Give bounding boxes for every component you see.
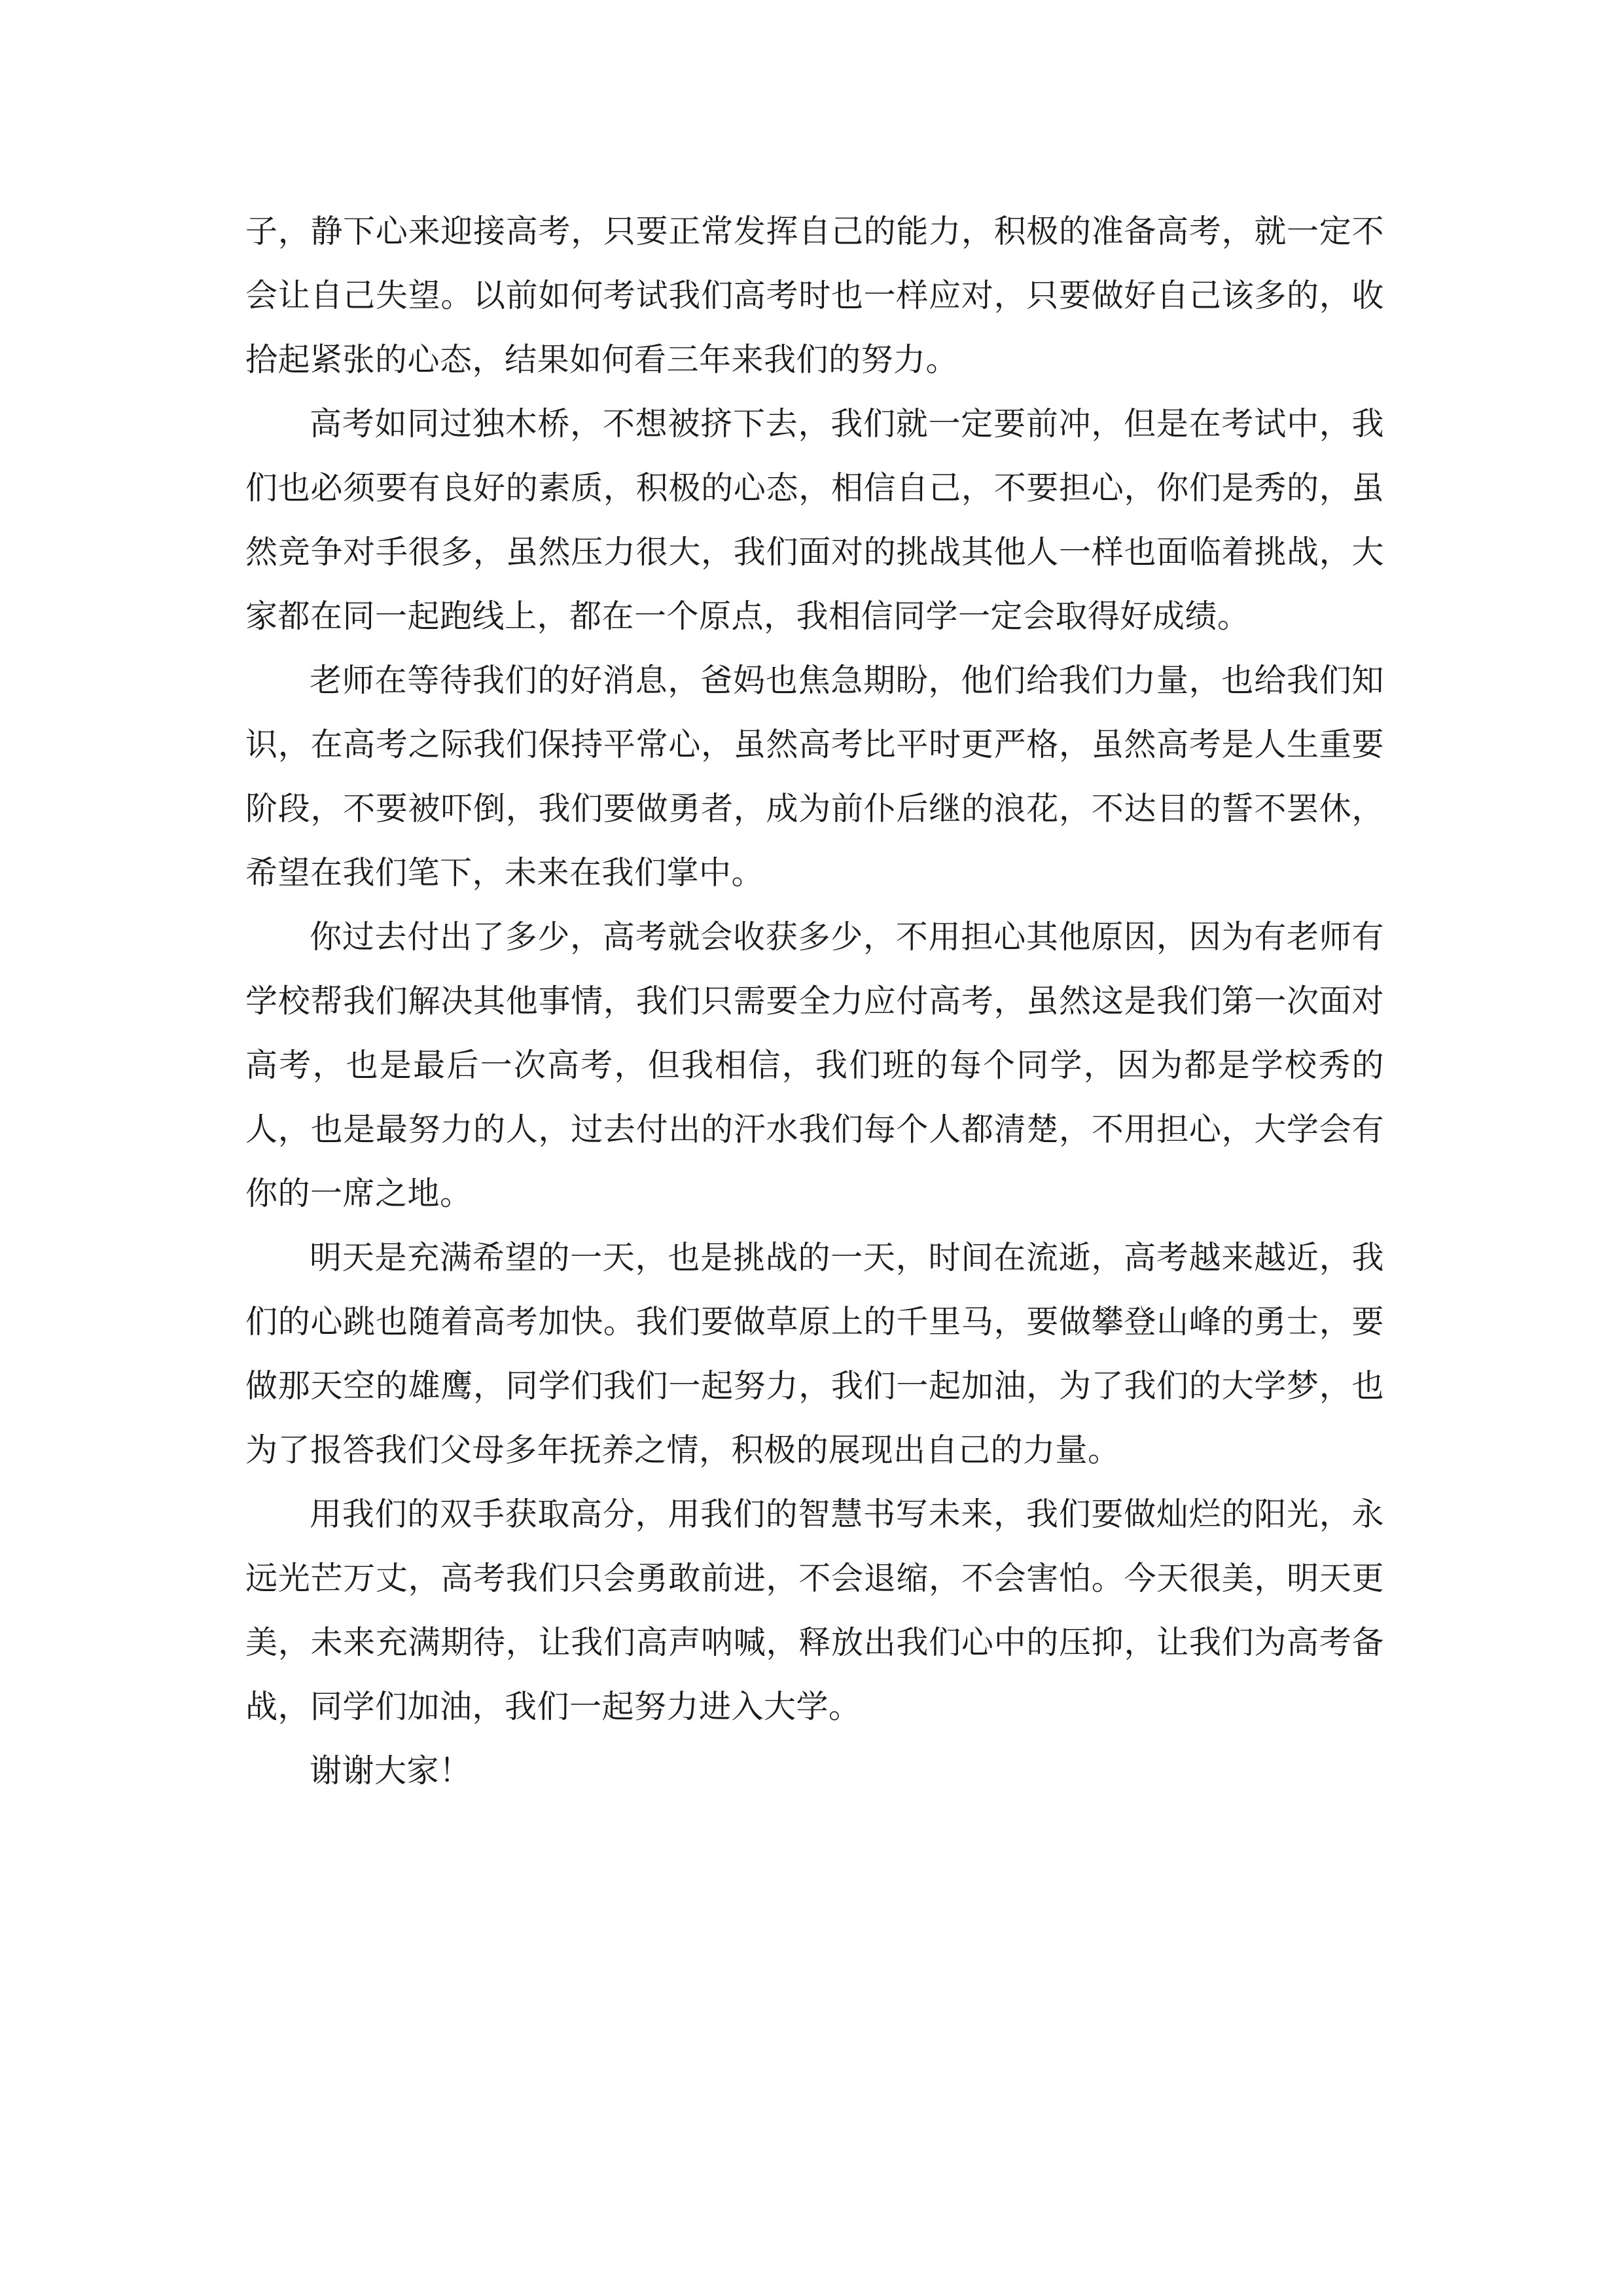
paragraph-6: 用我们的双手获取高分，用我们的智慧书写未来，我们要做灿烂的阳光，永远光芒万丈，高考我们只会勇敢前进，不会退缩，不会害怕。今天很美，明天更美，未来充满期待，让我们高声呐喊，释放出我们心中的压抑，让我们为高考备战，同学们加油，我们一起努力进入大学。 <box>245 1496 1384 1725</box>
paragraph-5: 明天是充满希望的一天，也是挑战的一天，时间在流逝，高考越来越近，我们的心跳也随着高考加快。我们要做草原上的千里马，要做攀登山峰的勇士，要做那天空的雄鹰，同学们我们一起努力，我们一起加油，为了我们的大学梦，也为了报答我们父母多年抚养之情，积极的展现出自己的力量。 <box>245 1239 1384 1469</box>
document-body <box>245 200 1384 1803</box>
paragraph-2: 高考如同过独木桥，不想被挤下去，我们就一定要前冲，但是在考试中，我们也必须要有良好的素质，积极的心态，相信自己，不要担心，你们是秀的，虽然竞争对手很多，虽然压力很大，我们面对的挑战其他人一样也面临着挑战，大家都在同一起跑线上，都在一个原点，我相信同学一定会取得好成绩。 <box>245 405 1384 635</box>
closing-thanks: 谢谢大家！ <box>310 1752 472 1789</box>
paragraph-3: 老师在等待我们的好消息，爸妈也焦急期盼，他们给我们力量，也给我们知识，在高考之际我们保持平常心，虽然高考比平时更严格，虽然高考是人生重要阶段，不要被吓倒，我们要做勇者，成为前仆后继的浪花，不达目的誓不罢休，希望在我们笔下，未来在我们掌中。 <box>245 662 1384 891</box>
paragraph-1: 子，静下心来迎接高考，只要正常发挥自己的能力，积极的准备高考，就一定不会让自己失望。以前如何考试我们高考时也一样应对，只要做好自己该多的，收拾起紧张的心态，结果如何看三年来我们的努力。 <box>245 213 1384 378</box>
paragraph-4: 你过去付出了多少，高考就会收获多少，不用担心其他原因，因为有老师有学校帮我们解决其他事情，我们只需要全力应付高考，虽然这是我们第一次面对高考，也是最后一次高考，但我相信，我们班的每个同学，因为都是学校秀的人，也是最努力的人，过去付出的汗水我们每个人都清楚，不用担心，大学会有你的一席之地。 <box>245 918 1384 1212</box>
